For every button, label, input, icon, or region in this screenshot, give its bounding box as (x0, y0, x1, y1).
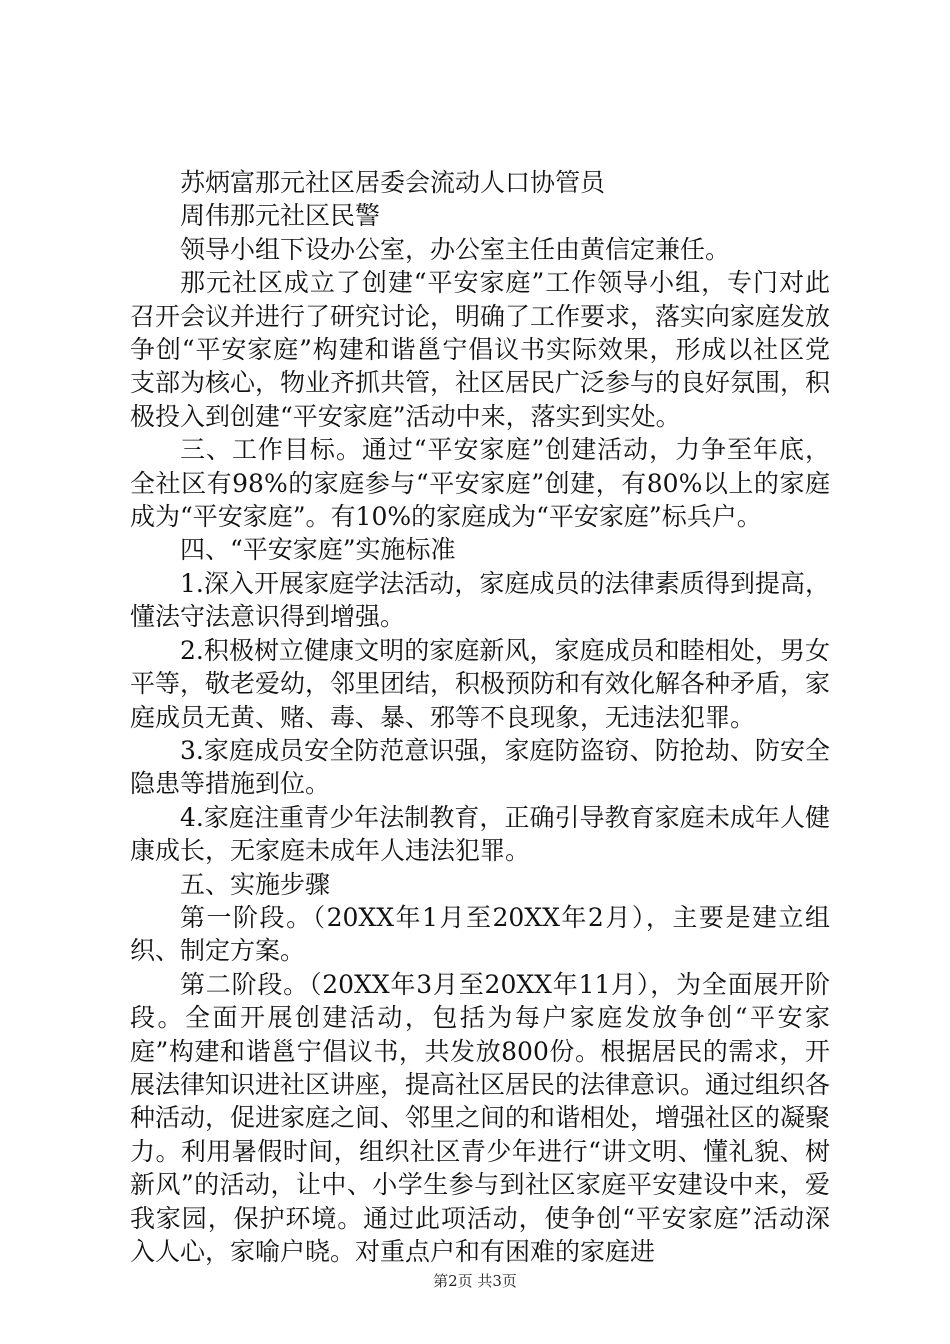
member-line-su: 苏炳富那元社区居委会流动人口协管员 (180, 168, 606, 197)
standard-item-4: 4.家庭注重青少年法制教育，正确引导教育家庭未成年人健康成长，无家庭未成年人违法犯罪。 (130, 802, 830, 866)
leadership-paragraph: 那元社区成立了创建“平安家庭”工作领导小组，专门对此召开会议并进行了研究讨论，明确了工作要求，落实向家庭发放争创“平安家庭”构建和谐邕宁倡议书实际效果，形成以社区党支部为核心，物业齐抓共管，社区居民广泛参与的良好氛围，积极投入到创建“平安家庭”活动中来，落实到实处。 (130, 268, 831, 431)
member-line-zhou: 周伟那元社区民警 (180, 201, 381, 231)
document-body (130, 166, 830, 1268)
office-note: 领导小组下设办公室，办公室主任由黄信定兼任。 (180, 234, 731, 264)
section-standards-heading: 四、“平安家庭”实施标准 (180, 535, 456, 565)
section-goals: 三、工作目标。通过“平安家庭”创建活动，力争至年底，全社区有98%的家庭参与“平安家庭”创建，有80%以上的家庭成为“平安家庭”。有10%的家庭成为“平安家庭”标兵户。 (130, 435, 830, 532)
stage-two-paragraph: 第二阶段。（20XX年3月至20XX年11月），为全面展开阶段。全面开展创建活动，包括为每户家庭发放争创“平安家庭”构建和谐邕宁倡议书，共发放800份。根据居民的需求，开展法律知识进社区讲座，提高社区居民的法律意识。通过组织各种活动，促进家庭之间、邻里之间的和谐相处，增强社区的凝聚力。利用暑假时间，组织社区青少年进行“讲文明、懂礼貌、树新风”的活动，让中、小学生参与到社区家庭平安建设中来，爱我家园，保护环境。通过此项活动，使争创“平安家庭”活动深入人心，家喻户晓。对重点户和有困难的家庭进 (130, 969, 831, 1266)
stage-one-paragraph: 第一阶段。（20XX年1月至20XX年2月），主要是建立组织、制定方案。 (130, 902, 830, 966)
standard-item-1: 1.深入开展家庭学法活动，家庭成员的法律素质得到提高，懂法守法意识得到增强。 (130, 568, 830, 632)
page-footer: 第2页 共3页 (433, 1272, 517, 1290)
standard-item-3: 3.家庭成员安全防范意识强，家庭防盗窃、防抢劫、防安全隐患等措施到位。 (130, 735, 830, 799)
standard-item-2: 2.积极树立健康文明的家庭新风，家庭成员和睦相处，男女平等，敬老爱幼，邻里团结，积极预防和有效化解各种矛盾，家庭成员无黄、赌、毒、暴、邪等不良现象，无违法犯罪。 (130, 635, 831, 732)
section-steps-heading: 五、实施步骤 (180, 869, 331, 899)
